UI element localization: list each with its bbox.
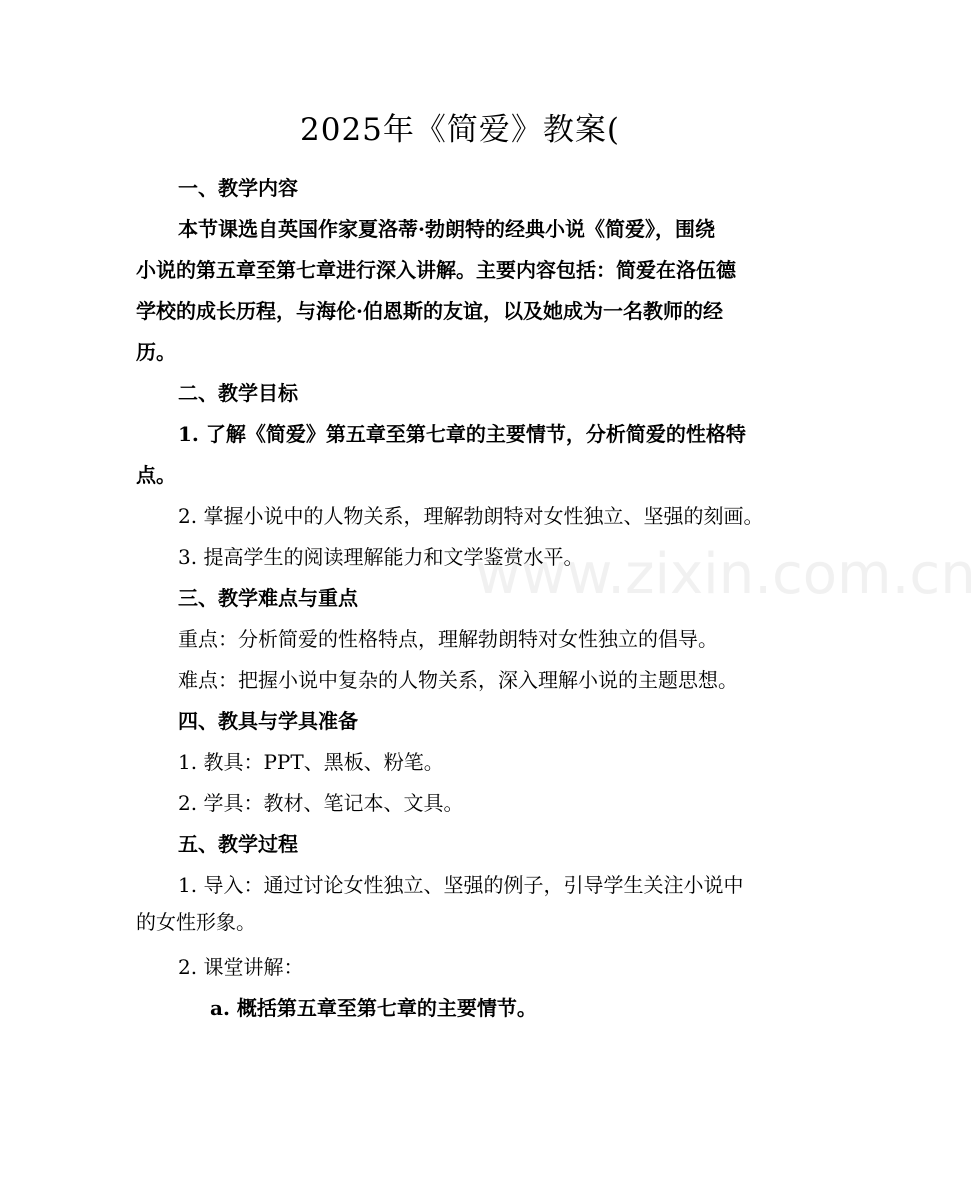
section-heading-materials: 四、教具与学具准备 bbox=[178, 709, 358, 733]
section-heading-content: 一、教学内容 bbox=[178, 176, 298, 200]
objective-item-1-line-2: 点。 bbox=[136, 463, 176, 487]
section-heading-objectives: 二、教学目标 bbox=[178, 381, 298, 405]
document-title: 2025年《简爱》教案( bbox=[300, 112, 620, 148]
section-heading-process: 五、教学过程 bbox=[178, 832, 298, 856]
content-paragraph-line-3: 学校的成长历程，与海伦·伯恩斯的友谊，以及她成为一名教师的经 bbox=[136, 299, 723, 323]
key-focus: 重点：分析简爱的性格特点，理解勃朗特对女性独立的倡导。 bbox=[178, 627, 718, 651]
watermark: www.zixin.com.cn bbox=[475, 542, 976, 607]
objective-item-3: 3. 提高学生的阅读理解能力和文学鉴赏水平。 bbox=[178, 545, 584, 569]
key-difficulty: 难点：把握小说中复杂的人物关系，深入理解小说的主题思想。 bbox=[178, 668, 738, 692]
process-step-2: 2. 课堂讲解： bbox=[178, 955, 304, 979]
content-paragraph-line-2: 小说的第五章至第七章进行深入讲解。主要内容包括：简爱在洛伍德 bbox=[136, 258, 736, 282]
process-step-1-line-1: 1. 导入：通过讨论女性独立、坚强的例子，引导学生关注小说中 bbox=[178, 873, 744, 897]
objective-item-1-line-1: 1. 了解《简爱》第五章至第七章的主要情节，分析简爱的性格特 bbox=[178, 422, 746, 446]
section-heading-key-points: 三、教学难点与重点 bbox=[178, 586, 358, 610]
objective-item-2: 2. 掌握小说中的人物关系，理解勃朗特对女性独立、坚强的刻画。 bbox=[178, 504, 764, 528]
content-paragraph-line-1: 本节课选自英国作家夏洛蒂·勃朗特的经典小说《简爱》，围绕 bbox=[178, 217, 715, 241]
content-paragraph-line-4: 历。 bbox=[136, 340, 176, 364]
process-step-2a: a. 概括第五章至第七章的主要情节。 bbox=[210, 996, 537, 1020]
process-step-1-line-2: 的女性形象。 bbox=[136, 910, 256, 934]
materials-item-2: 2. 学具：教材、笔记本、文具。 bbox=[178, 791, 464, 815]
materials-item-1: 1. 教具：PPT、黑板、粉笔。 bbox=[178, 750, 444, 774]
